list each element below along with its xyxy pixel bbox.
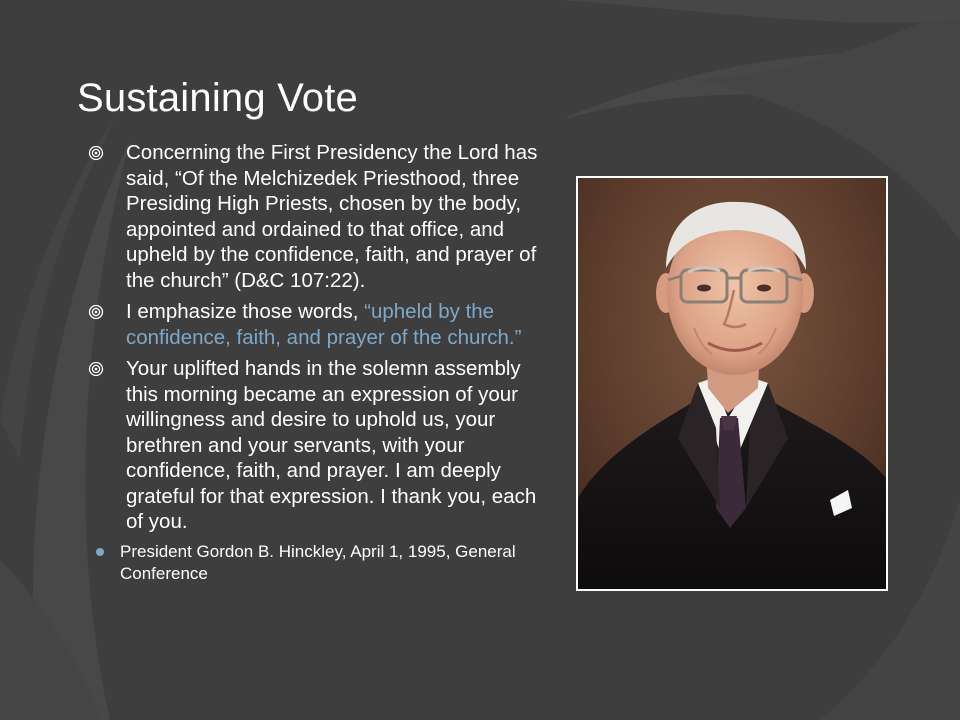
circle-dot-icon	[88, 145, 104, 161]
circle-dot-icon	[88, 304, 104, 320]
bullet-item-1	[88, 140, 550, 293]
portrait-image	[578, 178, 886, 589]
portrait-frame	[576, 176, 888, 591]
bullet-text: Concerning the First Presidency the Lord has said, “Of the Melchizedek Priesthood, three Presiding High Priests, chosen by the body, appointed and ordained to that office, and upheld by the confidence, faith, and prayer of the church” (D&C 107:22).	[126, 141, 538, 292]
attribution-item	[50, 541, 560, 585]
bullet-text: I emphasize those words,	[126, 300, 365, 323]
bullet-item-2	[88, 299, 550, 350]
attribution-text: President Gordon B. Hinckley, April 1, 1995, General Conference	[120, 541, 516, 583]
slide-title: Sustaining Vote	[77, 76, 358, 120]
bullet-text: Your uplifted hands in the solemn assembly this morning became an expression of your willingness and desire to uphold us, your brethren and your servants, with your confidence, faith, and prayer. I am deeply grateful for that expression. I thank you, each of you.	[126, 357, 537, 533]
filled-dot-icon	[96, 548, 104, 556]
bullet-list	[88, 140, 550, 585]
highlighted-quote: “upheld by the confidence, faith, and prayer of the church.”	[126, 300, 522, 349]
bullet-item-3	[88, 356, 550, 535]
circle-dot-icon	[88, 361, 104, 377]
